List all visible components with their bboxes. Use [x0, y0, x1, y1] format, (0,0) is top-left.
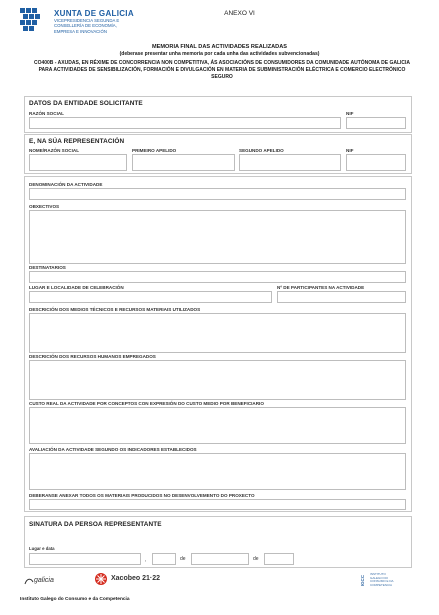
- footer-institute: Instituto Galego do Consumo e da Competencia: [20, 597, 130, 602]
- denominacion-field[interactable]: [29, 188, 406, 200]
- entity-section-title: DATOS DA ENTIDADE SOLICITANTE: [29, 100, 143, 107]
- xacobeo-star-icon: [94, 572, 108, 586]
- denominacion-label: DENOMINACIÓN DA ACTIVIDADE: [29, 182, 103, 187]
- nome-label: NOME/RAZÓN SOCIAL: [29, 148, 80, 153]
- representative-section: [24, 134, 412, 174]
- humanos-label: DESCRICIÓN DOS RECURSOS HUMANOS EMPREGADOS: [29, 354, 156, 359]
- medios-label: DESCRICIÓN DOS MEDIOS TÉCNICOS E RECURSOS MATERIAIS UTILIZADOS: [29, 307, 201, 312]
- participantes-label: Nº DE PARTICIPANTES NA ACTIVIDADE: [277, 285, 365, 290]
- date-de-1: de: [180, 556, 186, 562]
- form-title: MEMORIA FINAL DAS ACTIVIDADES REALIZADAS: [152, 44, 287, 50]
- participantes-field[interactable]: [277, 291, 406, 303]
- custo-field[interactable]: [29, 407, 406, 444]
- month-field[interactable]: [191, 553, 249, 565]
- signature-section: [24, 516, 412, 568]
- footer-logos: galicia Xacobeo 21·22 IGCC INSTITUTO GALEGO DO CONSUMO E DA COMPETENCIA: [0, 568, 439, 594]
- lugar-field[interactable]: [29, 291, 272, 303]
- anexar-field[interactable]: [29, 499, 406, 510]
- obxectivos-label: OBXECTIVOS: [29, 204, 60, 209]
- razon-social-label: RAZÓN SOCIAL: [29, 111, 64, 116]
- date-de-2: de: [253, 556, 259, 562]
- place-date-label: Lugar e data: [29, 546, 55, 551]
- primeiro-apelido-field[interactable]: [132, 154, 235, 171]
- igcc-mark: IGCC: [360, 575, 365, 587]
- date-comma: ,: [145, 557, 147, 563]
- representative-section-title: E, NA SÚA REPRESENTACIÓN: [29, 138, 125, 145]
- form-subtitle: (deberase presentar unha memoria por cada unha das actividades subvencionadas): [119, 51, 320, 57]
- custo-label: CUSTO REAL DA ACTIVIDADE POR CONCEPTOS CON EXPRESIÓN DO CUSTO MEDIO POR BENEFICIARIO: [29, 401, 264, 406]
- logo-subtitle: VICEPRESIDENCIA SEGUNDA E CONSELLERÍA DE ECONOMÍA, EMPRESA E INNOVACIÓN: [54, 18, 120, 34]
- annex-label: ANEXO VI: [224, 10, 255, 17]
- rep-nif-label: NIF: [346, 148, 354, 153]
- place-field[interactable]: [29, 553, 141, 565]
- segundo-apelido-field[interactable]: [239, 154, 341, 171]
- avaliacion-label: AVALIACIÓN DA ACTIVIDADE SEGUNDO OS INDICADORES ESTABLECIDOS: [29, 447, 197, 452]
- igcc-text: INSTITUTO GALEGO DO CONSUMO E DA COMPETENCIA: [370, 572, 394, 587]
- primeiro-apelido-label: PRIMEIRO APELIDO: [132, 148, 177, 153]
- avaliacion-field[interactable]: [29, 453, 406, 490]
- destinatarios-label: DESTINATARIOS: [29, 265, 66, 270]
- year-field[interactable]: [264, 553, 294, 565]
- razon-social-field[interactable]: [29, 117, 341, 129]
- signature-section-title: SINATURA DA PERSOA REPRESENTANTE: [29, 521, 162, 528]
- nome-field[interactable]: [29, 154, 127, 171]
- nif-field[interactable]: [346, 117, 406, 129]
- rep-nif-field[interactable]: [346, 154, 406, 171]
- galicia-swirl-icon: [24, 576, 34, 586]
- day-field[interactable]: [152, 553, 176, 565]
- entity-section: [24, 96, 412, 133]
- procedure-description: CO400B - AXUDAS, EN RÉXIME DE CONCORRENCIA NON COMPETITIVA, ÁS ASOCIACIÓNS DE CONSUMIDORES DA COMUNIDADE AUTÓNOMA DE GALICIA PARA ACTIVIDADES DE SENSIBILIZACIÓN, FORMACIÓN E DIVULGACIÓN EN MATERIA DE SUBMINISTRACIÓN ELÉCTRICA E COMERCIO ELECTRÓNICO SEGURO: [33, 60, 411, 80]
- logo-title: XUNTA DE GALICIA: [54, 9, 134, 18]
- destinatarios-field[interactable]: [29, 271, 406, 283]
- lugar-label: LUGAR E LOCALIDADE DE CELEBRACIÓN: [29, 285, 124, 290]
- humanos-field[interactable]: [29, 360, 406, 400]
- anexar-note: DEBERANSE ANEXAR TODOS OS MATERIAIS PRODUCIDOS NO DESENVOLVEMENTO DO PROXECTO: [29, 493, 255, 498]
- activity-section: [24, 176, 412, 512]
- medios-field[interactable]: [29, 313, 406, 353]
- segundo-apelido-label: SEGUNDO APELIDO: [239, 148, 284, 153]
- obxectivos-field[interactable]: [29, 210, 406, 264]
- nif-label: NIF: [346, 111, 354, 116]
